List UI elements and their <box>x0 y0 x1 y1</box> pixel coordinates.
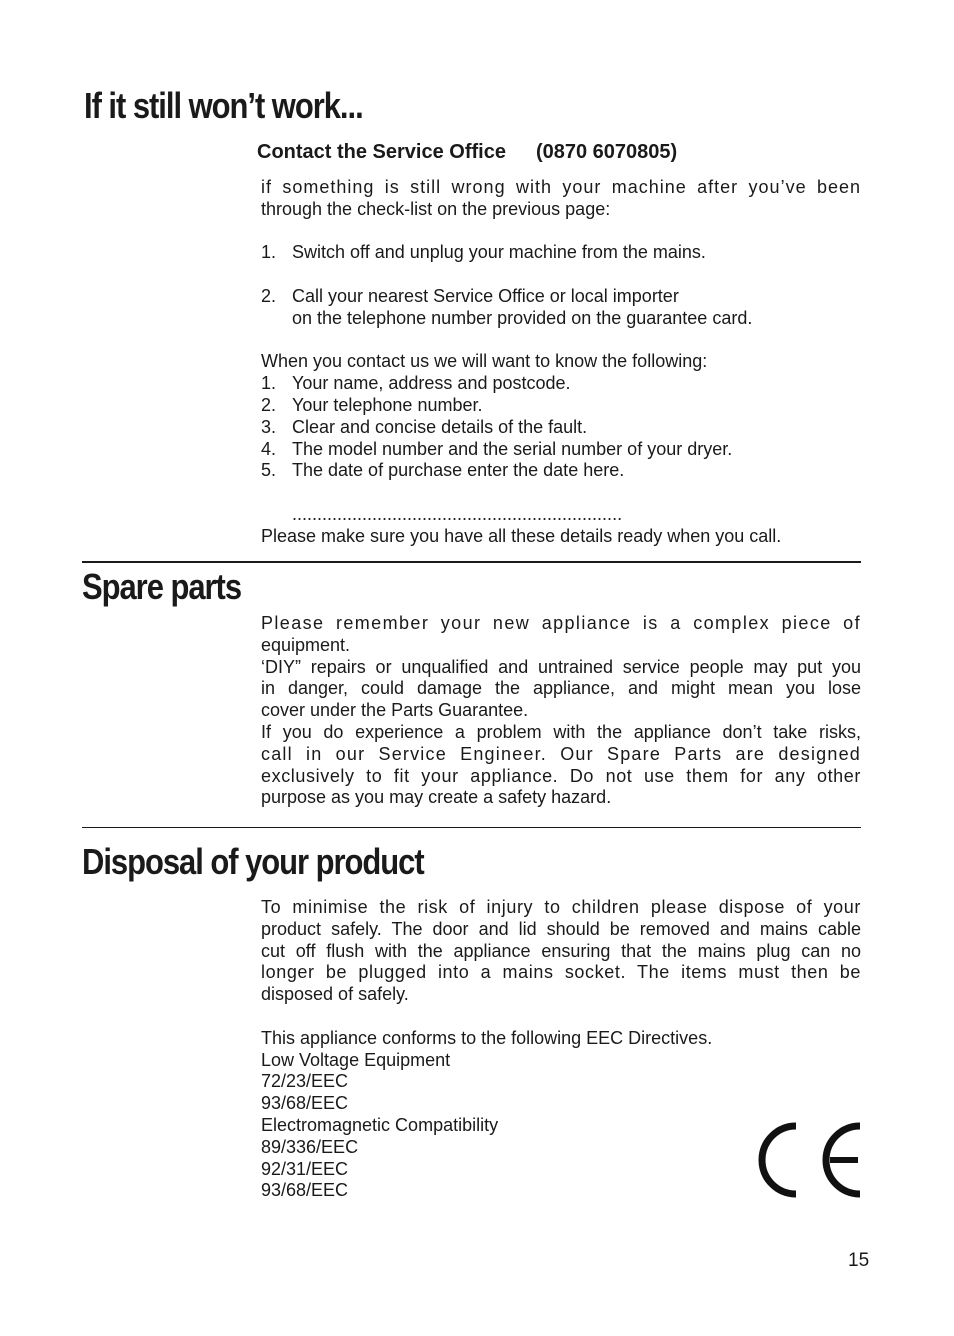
contact-line <box>257 141 677 164</box>
list-item <box>261 460 861 482</box>
section-divider <box>82 561 861 563</box>
heading-spare-parts: Spare parts <box>82 566 242 607</box>
paragraph-line: product safely. The door and lid should be removed and mains cable <box>261 918 861 939</box>
list-item <box>261 439 861 461</box>
list-item <box>261 242 861 264</box>
paragraph-line: If you do experience a problem with the appliance don’t take risks, <box>261 721 861 742</box>
paragraph-line: cover under the Parts Guarantee. <box>261 700 529 721</box>
paragraph-line: call in our Service Engineer. Our Spare Parts are designed <box>261 743 861 764</box>
list-number: 1. <box>261 242 277 263</box>
list-text: The date of purchase enter the date here. <box>292 460 625 481</box>
directive-item: 72/23/EEC <box>261 1071 349 1092</box>
list-item <box>261 417 861 439</box>
directive-item: 93/68/EEC <box>261 1180 349 1201</box>
ce-mark-icon <box>758 1122 864 1198</box>
steps-list <box>261 242 861 329</box>
heading-still-wont-work: If it still won’t work... <box>84 85 363 126</box>
page-number: 15 <box>848 1250 870 1271</box>
paragraph-line: equipment. <box>261 634 351 655</box>
contact-label: Contact the Service Office <box>257 141 506 163</box>
paragraph-line: exclusively to fit your appliance. Do not use them for any other <box>261 765 861 786</box>
list-text: Clear and concise details of the fault. <box>292 416 588 437</box>
list-item <box>261 373 861 395</box>
paragraph-line: disposed of safely. <box>261 984 409 1005</box>
list-text: on the telephone number provided on the guarantee card. <box>292 307 753 328</box>
paragraph-line: Please remember your new appliance is a complex piece of <box>261 613 861 633</box>
directives-intro: This appliance conforms to the following EEC Directives. <box>261 1027 713 1048</box>
directive-item: Low Voltage Equipment <box>261 1049 451 1070</box>
list-item <box>261 286 861 330</box>
list-text: Your name, address and postcode. <box>292 373 571 394</box>
section-divider <box>82 827 861 828</box>
spare-parts-body <box>261 613 861 809</box>
list-text: The model number and the serial number of your dryer. <box>292 438 733 459</box>
still-wont-work-body <box>261 177 861 548</box>
list-text: Your telephone number. <box>292 394 483 415</box>
closing-text: Please make sure you have all these details ready when you call. <box>261 525 782 546</box>
list-number: 2. <box>261 394 277 415</box>
details-list <box>261 373 861 482</box>
details-intro: When you contact us we will want to know the following: <box>261 351 708 372</box>
contact-phone: (0870 6070805) <box>535 141 678 163</box>
intro-line: through the check-list on the previous page: <box>261 198 611 219</box>
directive-item: Electromagnetic Compatibility <box>261 1114 499 1135</box>
paragraph-line: purpose as you may create a safety hazard. <box>261 787 612 808</box>
intro-line: if something is still wrong with your machine after you’ve been <box>261 177 861 197</box>
date-entry-line: .................................................................. <box>292 503 623 524</box>
directive-item: 93/68/EEC <box>261 1093 349 1114</box>
list-text: Switch off and unplug your machine from the mains. <box>292 242 706 263</box>
list-number: 4. <box>261 438 277 459</box>
list-number: 3. <box>261 416 277 437</box>
paragraph-line: To minimise the risk of injury to children please dispose of your <box>261 897 861 917</box>
list-number: 2. <box>261 285 277 306</box>
list-number: 1. <box>261 373 277 394</box>
paragraph-line: cut off flush with the appliance ensuring that the mains plug can no <box>261 940 861 961</box>
directive-item: 92/31/EEC <box>261 1158 349 1179</box>
paragraph-line: in danger, could damage the appliance, and might mean you lose <box>261 678 861 699</box>
paragraph-line: longer be plugged into a mains socket. The items must then be <box>261 962 861 983</box>
list-number: 5. <box>261 460 277 481</box>
list-text: Call your nearest Service Office or local importer <box>292 285 679 306</box>
heading-disposal: Disposal of your product <box>82 841 424 882</box>
list-item <box>261 395 861 417</box>
paragraph-line: ‘DIY” repairs or unqualified and untrained service people may put you <box>261 656 861 677</box>
directive-item: 89/336/EEC <box>261 1136 359 1157</box>
